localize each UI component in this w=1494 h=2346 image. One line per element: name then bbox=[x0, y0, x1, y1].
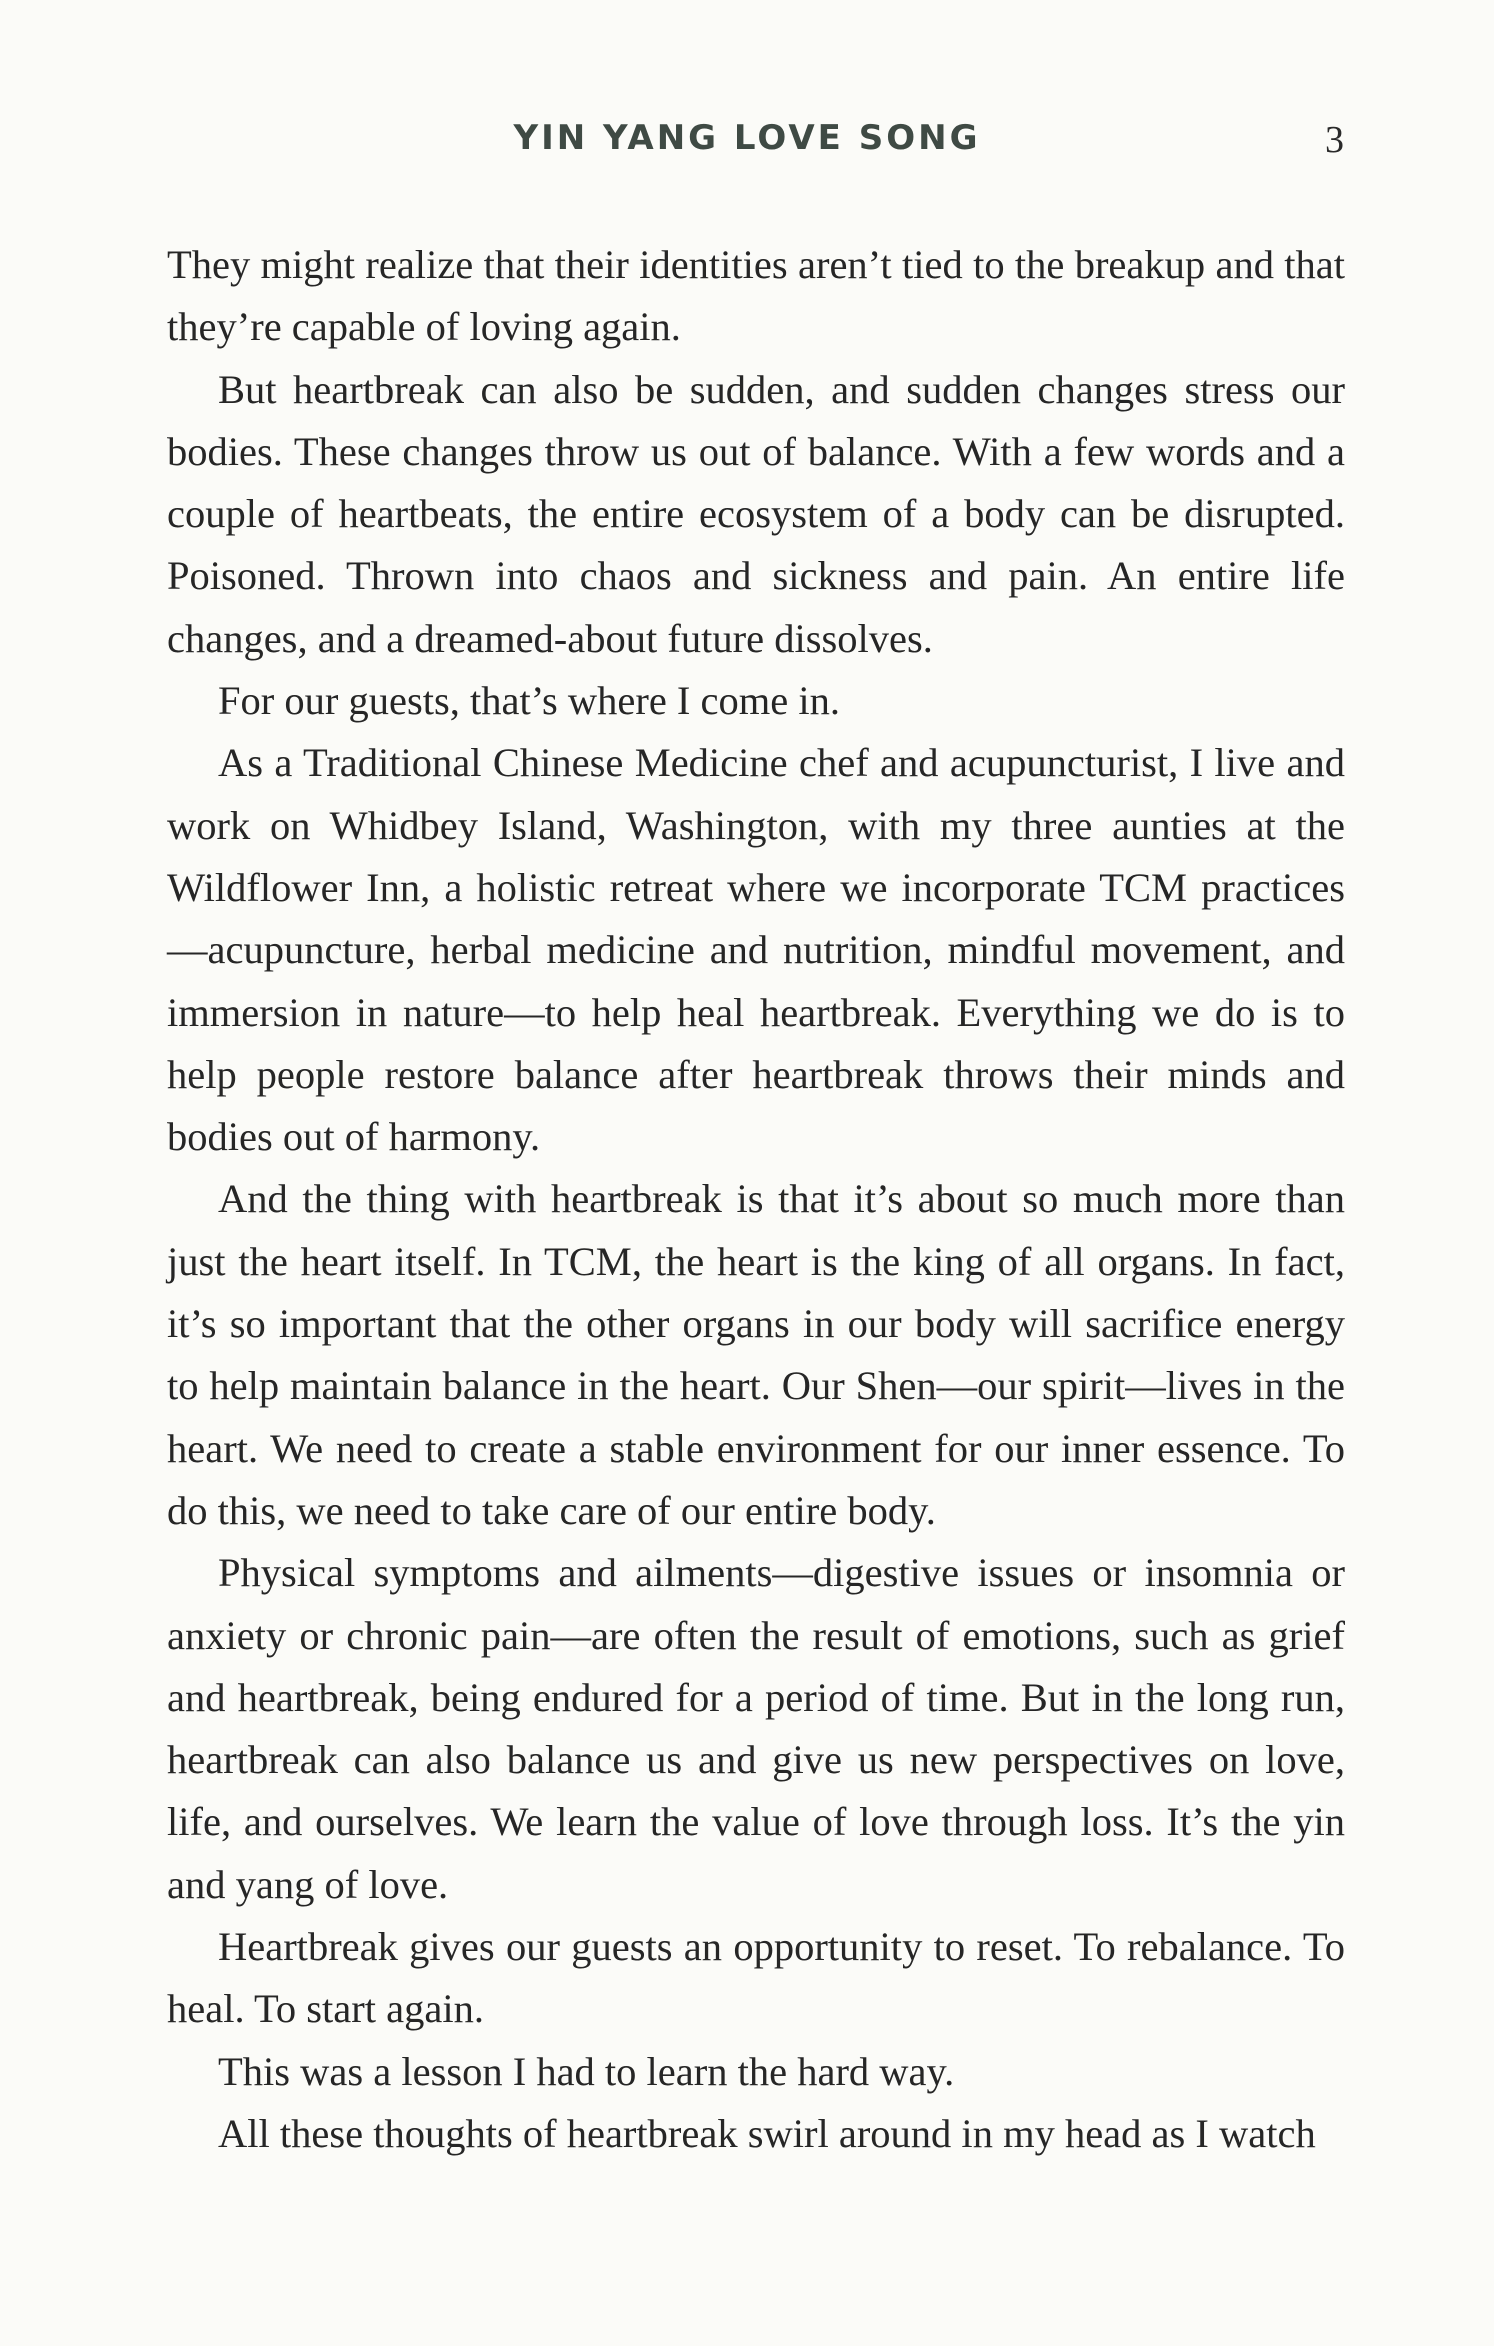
running-head bbox=[0, 118, 1494, 166]
body-text bbox=[167, 234, 1345, 2165]
running-title: YIN YANG LOVE SONG bbox=[513, 118, 981, 158]
paragraph: All these thoughts of heartbreak swirl around in my head as I watch bbox=[218, 2110, 1316, 2156]
paragraph: Heartbreak gives our guests an opportunity to reset. To rebalance. To heal. To start again. bbox=[167, 1924, 1345, 2032]
page-number: 3 bbox=[1325, 119, 1344, 161]
paragraph: Physical symptoms and ailments—digestive issues or insomnia or anxiety or chronic pain—are often the result of emotions, such as grief and heartbreak, being endured for a period of time. But in the long run, heartbreak can also balance us and give us new perspectives on love, life, and ourselves. We learn the value of love through loss. It’s the yin and yang of love. bbox=[167, 1550, 1345, 1907]
paragraph: But heartbreak can also be sudden, and sudden changes stress our bodies. These changes throw us out of balance. With a few words and a couple of heartbeats, the entire ecosystem of a body can be disrupted. Poisoned. Thrown into chaos and sickness and pain. An entire life changes, and a dreamed-about future dissolves. bbox=[167, 366, 1345, 661]
paragraph: And the thing with heartbreak is that it’s about so much more than just the heart itself. In TCM, the heart is the king of all organs. In fact, it’s so important that the other organs in our body will sacrifice energy to help maintain balance in the heart. Our Shen—our spirit—lives in the heart. We need to create a stable environment for our inner essence. To do this, we need to take care of our entire body. bbox=[167, 1176, 1345, 1533]
paragraph: As a Traditional Chinese Medicine chef and acupuncturist, I live and work on Whidbey Island, Washington, with my three aunties at the Wildflower Inn, a holistic retreat where we incorporate TCM practices—acupuncture, herbal medicine and nutrition, mindful movement, and immersion in nature—to help heal heartbreak. Everything we do is to help people restore balance after heartbreak throws their minds and bodies out of harmony. bbox=[167, 740, 1345, 1160]
paragraph-continued: They might realize that their identities aren’t tied to the breakup and that they’re capable of loving again. bbox=[167, 242, 1345, 350]
paragraph: For our guests, that’s where I come in. bbox=[218, 678, 840, 724]
paragraph: This was a lesson I had to learn the hard way. bbox=[218, 2048, 955, 2094]
